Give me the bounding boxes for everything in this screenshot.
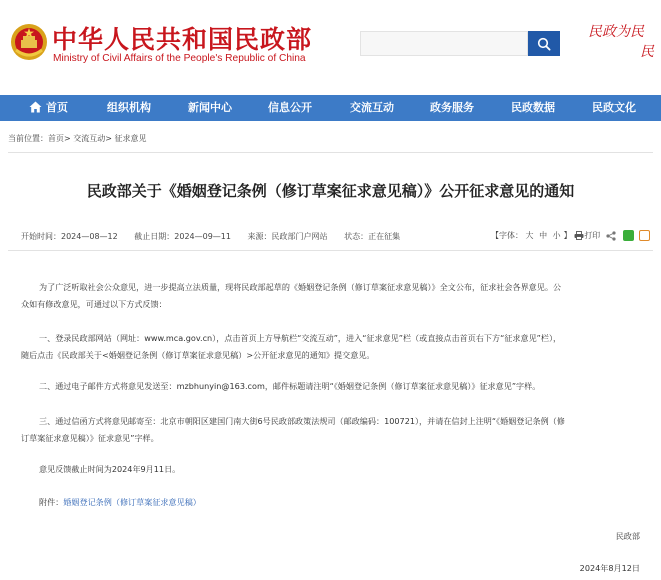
paragraph-method-mail — [21, 413, 643, 447]
divider — [8, 152, 653, 153]
slogan-line-2: 民 — [640, 44, 654, 60]
nav-item-label: 政务服务 — [430, 101, 474, 114]
paragraph-method-email — [21, 378, 643, 395]
meta-status: 状态：正在征集 — [344, 232, 401, 241]
share-icon — [606, 231, 616, 241]
nav-item-label: 信息公开 — [268, 101, 312, 114]
breadcrumb-consultation[interactable]: 征求意见 — [114, 134, 147, 143]
attachment-label: 附件： — [39, 497, 64, 507]
text-line: 意见反馈截止时间为2024年9月11日。 — [39, 464, 181, 474]
share-button[interactable] — [606, 231, 616, 241]
signature-org: 民政部 — [615, 531, 640, 541]
breadcrumb-home[interactable]: 首页 — [48, 134, 64, 143]
meta-end-date: 截止日期：2024—09—11 — [134, 232, 231, 241]
breadcrumb-interaction[interactable]: 交流互动 — [73, 134, 106, 143]
nav-item-interaction[interactable] — [350, 95, 394, 121]
article-title: 民政部关于《婚姻登记条例（修订草案征求意见稿）》公开征求意见的通知 — [86, 182, 575, 200]
nav-item-label: 民政数据 — [511, 101, 555, 114]
text-line: 众如有修改意见，可通过以下方式反馈： — [21, 299, 167, 309]
paragraph-deadline — [21, 461, 643, 478]
main-nav — [0, 95, 661, 121]
nav-item-culture[interactable] — [592, 95, 636, 121]
slogan-line-1: 民政为民 — [588, 24, 644, 40]
font-large-button[interactable]: 大 — [525, 231, 534, 240]
text-line: 三、通过信函方式将意见邮寄至：北京市朝阳区建国门南大街6号民政部政策法规司（邮政编码：100721），并请在信封上注明“《婚姻登记条例（修 — [39, 416, 565, 426]
print-button[interactable] — [574, 230, 600, 241]
nav-item-label: 民政文化 — [592, 101, 636, 114]
attachment-link[interactable]: 婚姻登记条例（修订草案征求意见稿） — [63, 497, 201, 507]
weibo-share-icon[interactable] — [639, 230, 650, 241]
font-size-close: 】 — [563, 231, 572, 240]
paragraph-method-website — [21, 330, 643, 364]
text-line: 随后点击《民政部关于<婚姻登记条例（修订草案征求意见稿）>公开征求意见的通知》提交意见。 — [21, 350, 375, 360]
article-tools — [491, 230, 650, 242]
print-label: 打印 — [584, 231, 601, 240]
text-line: 二、通过电子邮件方式将意见发送至：mzbhunyin@163.com，邮件标题请注明“《婚姻登记条例（修订草案征求意见稿）》征求意见”字样。 — [39, 381, 541, 391]
wechat-share-icon[interactable] — [623, 230, 634, 241]
search-button[interactable] — [528, 31, 560, 56]
breadcrumb-prefix: 当前位置： — [8, 134, 48, 143]
search-input[interactable] — [360, 31, 528, 56]
nav-item-data[interactable] — [511, 95, 555, 121]
font-small-button[interactable]: 小 — [552, 231, 561, 240]
site-title: 中华人民共和国民政部 — [52, 25, 313, 54]
text-line: 一、登录民政部网站（网址：www.mca.gov.cn），点击首页上方导航栏“交流互动”，进入“征求意见”栏（或直接点击首页右下方“征求意见”栏）， — [39, 333, 562, 343]
paragraph-intro — [21, 279, 643, 313]
article-meta — [21, 231, 414, 242]
breadcrumb-separator: > — [105, 134, 112, 143]
nav-item-organization[interactable] — [107, 95, 151, 121]
nav-item-label: 组织机构 — [107, 101, 151, 114]
nav-item-news[interactable] — [188, 95, 232, 121]
nav-item-label: 新闻中心 — [188, 101, 232, 114]
national-emblem-icon — [10, 22, 48, 62]
meta-source: 来源：民政部门户网站 — [247, 232, 328, 241]
divider — [8, 250, 653, 251]
text-line: 订草案征求意见稿）》征求意见”字样。 — [21, 433, 159, 443]
text-line: 为了广泛听取社会公众意见，进一步提高立法质量，现将民政部起草的《婚姻登记条例（修订草案征求意见稿）》全文公布，征求社会各界意见。公 — [39, 282, 562, 292]
attachment — [39, 497, 201, 508]
nav-item-label: 交流互动 — [350, 101, 394, 114]
search-icon — [537, 37, 551, 51]
signature-date: 2024年8月12日 — [579, 563, 640, 573]
nav-item-services[interactable] — [430, 95, 474, 121]
home-icon — [29, 101, 42, 113]
nav-item-label: 首页 — [46, 101, 68, 114]
nav-item-disclosure[interactable] — [268, 95, 312, 121]
slogan-calligraphy — [588, 22, 661, 72]
font-size-label: 【字体： — [491, 231, 523, 240]
breadcrumb — [8, 133, 147, 144]
print-icon — [574, 231, 584, 240]
site-header — [0, 0, 661, 95]
meta-start-time: 开始时间：2024—08—12 — [21, 232, 118, 241]
nav-item-home[interactable] — [29, 95, 68, 121]
site-subtitle: Ministry of Civil Affairs of the People's Republic of China — [53, 53, 306, 64]
font-medium-button[interactable]: 中 — [539, 231, 548, 240]
breadcrumb-separator: > — [64, 134, 71, 143]
